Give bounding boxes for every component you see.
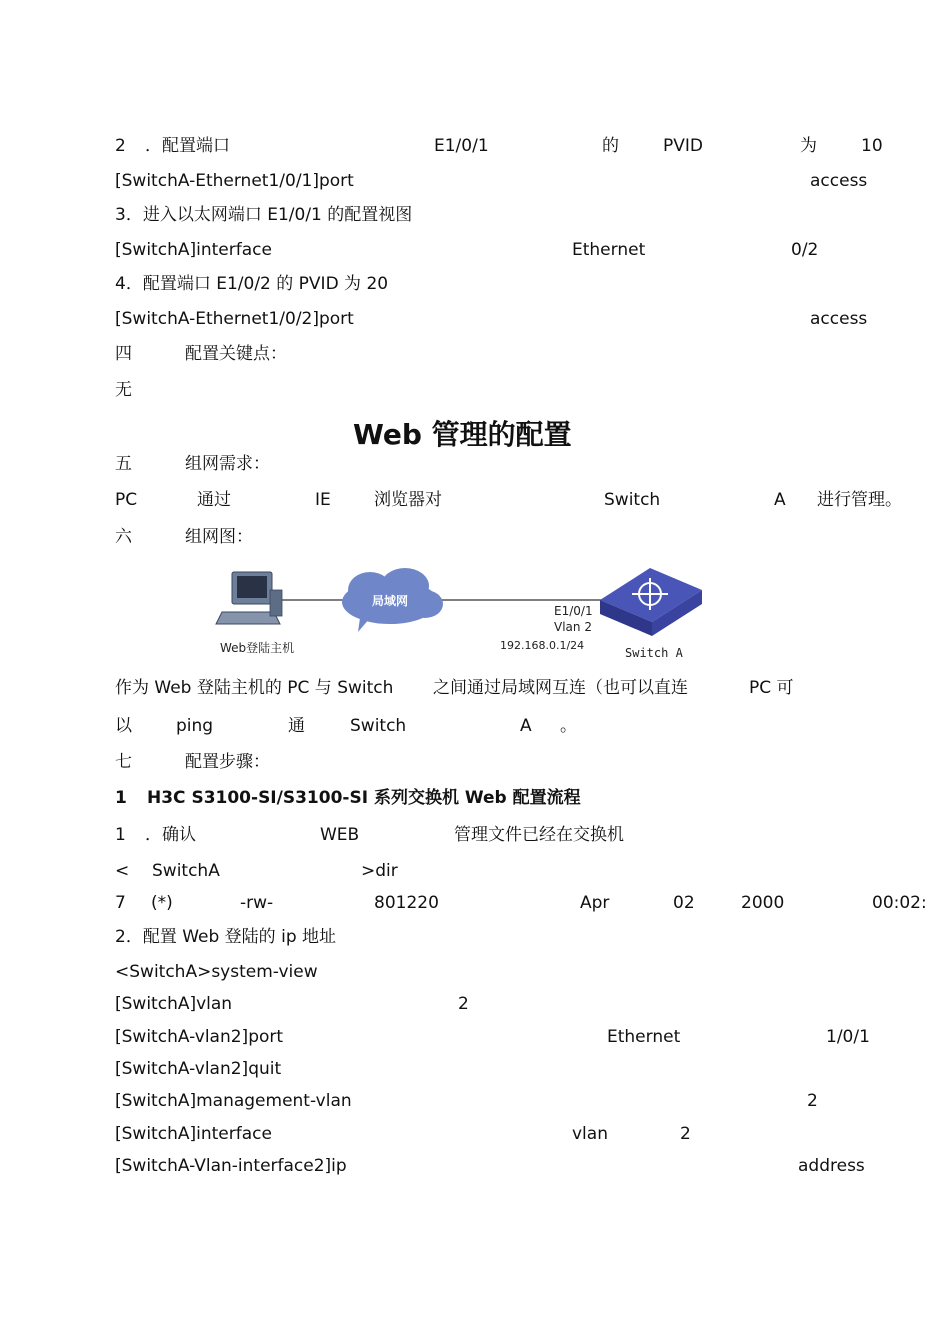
- command-line: 2: [680, 1124, 691, 1144]
- dir-output: -rw-: [240, 893, 274, 913]
- text: A: [520, 716, 532, 736]
- dir-output: 7: [115, 893, 126, 913]
- dir-output: 00:02:: [872, 893, 927, 913]
- pc-icon: [216, 572, 282, 624]
- command-line: [SwitchA]vlan: [115, 994, 233, 1014]
- text: ．确认: [145, 825, 196, 845]
- text: ping: [176, 716, 214, 736]
- text: 进行管理。: [817, 490, 902, 510]
- command-line: Ethernet: [607, 1027, 681, 1047]
- command-line: [SwitchA]interface: [115, 240, 272, 260]
- text: 之间通过局域网互连（也可以直连: [433, 678, 688, 698]
- text: 通: [288, 716, 305, 736]
- command-line: <: [115, 861, 130, 881]
- vlan-label: Vlan 2: [554, 620, 592, 634]
- text: ．配置端口: [145, 136, 230, 156]
- text: WEB: [320, 825, 360, 845]
- step-heading: 3．进入以太网端口 E1/0/1 的配置视图: [115, 205, 413, 225]
- text: 10: [861, 136, 883, 156]
- command-line: 1/0/1: [826, 1027, 870, 1047]
- lan-label: 局域网: [371, 594, 409, 608]
- switch-icon: [600, 568, 702, 636]
- network-diagram: [210, 560, 720, 670]
- command-line: [SwitchA-Ethernet1/0/2]port: [115, 309, 354, 329]
- section-heading: 组网需求：: [185, 454, 270, 474]
- text: 管理文件已经在交换机: [454, 825, 624, 845]
- dir-output: Apr: [580, 893, 610, 913]
- command-line: >dir: [361, 861, 398, 881]
- command-line: [SwitchA-Ethernet1/0/1]port: [115, 171, 354, 191]
- text: IE: [315, 490, 331, 510]
- command-line: Ethernet: [572, 240, 646, 260]
- text: 无: [115, 380, 132, 400]
- command-line: 2: [807, 1091, 818, 1111]
- text: 浏览器对: [374, 490, 442, 510]
- text: E1/0/1: [434, 136, 489, 156]
- section-number: 七: [115, 752, 132, 772]
- command-line: [SwitchA]interface: [115, 1124, 272, 1144]
- page-title: Web 管理的配置: [353, 418, 572, 451]
- port-label: E1/0/1: [554, 604, 593, 618]
- command-line: [SwitchA-vlan2]quit: [115, 1059, 282, 1079]
- command-line: 2: [458, 994, 469, 1014]
- command-line: 0/2: [791, 240, 819, 260]
- text: A: [774, 490, 786, 510]
- text: PC: [115, 490, 138, 510]
- command-line: <SwitchA>system-view: [115, 962, 318, 982]
- command-line: address: [798, 1156, 865, 1176]
- section-number: 六: [115, 527, 132, 547]
- subsection-number: 1: [115, 788, 127, 808]
- switch-label: Switch A: [625, 646, 683, 660]
- ip-label: 192.168.0.1/24: [500, 639, 585, 652]
- command-line: [SwitchA-vlan2]port: [115, 1027, 284, 1047]
- subsection-heading: H3C S3100-SI/S3100-SI 系列交换机 Web 配置流程: [147, 788, 581, 808]
- command-line: SwitchA: [152, 861, 220, 881]
- section-heading: 组网图：: [185, 527, 253, 547]
- step-heading: 4．配置端口 E1/0/2 的 PVID 为 20: [115, 274, 389, 294]
- text: 2: [115, 136, 126, 156]
- dir-output: 801220: [374, 893, 439, 913]
- text: 为: [800, 136, 817, 156]
- dir-output: 2000: [741, 893, 785, 913]
- section-heading: 配置关键点：: [185, 344, 287, 364]
- text: Switch: [604, 490, 661, 510]
- command-line: vlan: [572, 1124, 608, 1144]
- text: 1: [115, 825, 126, 845]
- section-number: 五: [115, 454, 132, 474]
- text: PVID: [663, 136, 703, 156]
- step-heading: 2．配置 Web 登陆的 ip 地址: [115, 927, 337, 947]
- text: 以: [115, 716, 132, 736]
- command-line: [SwitchA]management-vlan: [115, 1091, 352, 1111]
- section-heading: 配置步骤：: [185, 752, 270, 772]
- command-line: access: [810, 309, 868, 329]
- dir-output: 02: [673, 893, 695, 913]
- text: 通过: [197, 490, 231, 510]
- command-line: [SwitchA-Vlan-interface2]ip: [115, 1156, 347, 1176]
- text: 作为 Web 登陆主机的 PC 与 Switch: [115, 678, 394, 698]
- text: PC 可: [749, 678, 794, 698]
- text: 的: [602, 136, 619, 156]
- pc-label: Web登陆主机: [220, 641, 295, 655]
- dir-output: (*): [151, 893, 173, 913]
- text: Switch: [350, 716, 407, 736]
- section-number: 四: [115, 344, 132, 364]
- text: 。: [560, 716, 577, 736]
- command-line: access: [810, 171, 868, 191]
